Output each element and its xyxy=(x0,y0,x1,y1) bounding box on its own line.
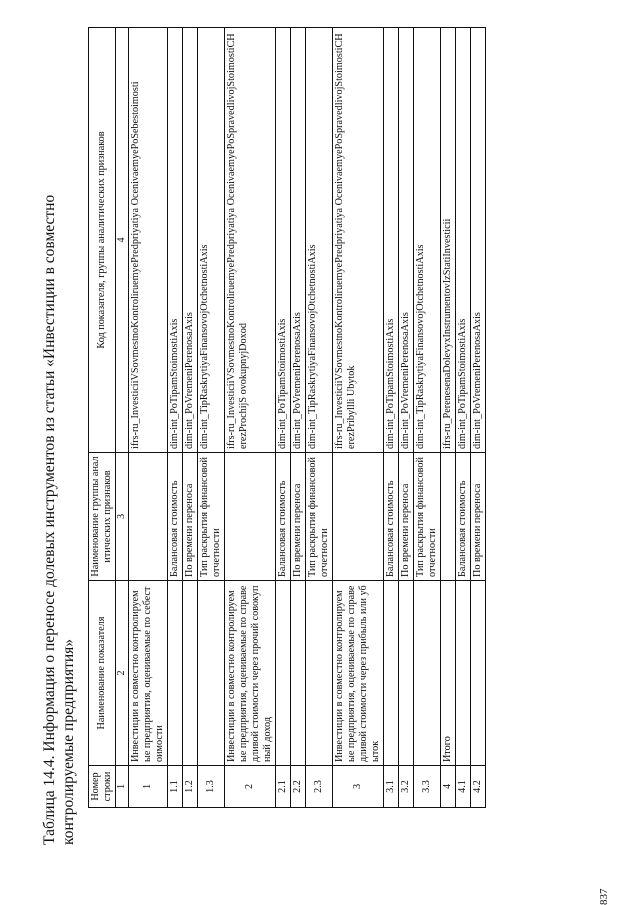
table-row xyxy=(471,28,486,808)
code-cell: dim-int_TipRaskrytiyaFinansovojOtchetnostiAxis xyxy=(198,28,225,453)
row-number-cell: 4 xyxy=(441,766,456,808)
header-code: Код показателя, группы аналитических признаков xyxy=(89,28,116,453)
header-row xyxy=(89,28,116,808)
row-number-cell: 3.1 xyxy=(384,766,399,808)
table-row xyxy=(198,28,225,808)
group-name-cell: По времени переноса xyxy=(291,453,306,581)
table-row xyxy=(306,28,333,808)
group-name-cell: По времени переноса xyxy=(183,453,198,581)
column-number: 3 xyxy=(116,453,129,581)
group-name-cell: По времени переноса xyxy=(471,453,486,581)
group-name-cell: Балансовая стоимость xyxy=(168,453,183,581)
row-number-cell: 3.3 xyxy=(414,766,441,808)
code-cell: ifrs-ru_InvesticiiVSovmestnoKontroliruemyePredpriyatiya OcenivaemyePoSpravedlivojStoimostiCHerezPribyllli Ubytok xyxy=(333,28,384,453)
table-row xyxy=(276,28,291,808)
group-name-cell xyxy=(333,453,384,581)
group-name-cell: Балансовая стоимость xyxy=(276,453,291,581)
table-row xyxy=(183,28,198,808)
table-row xyxy=(333,28,384,808)
code-cell: ifrs-ru_InvesticiiVSovmestnoKontroliruemyePredpriyatiya OcenivaemyePoSpravedlivojStoimostiCHerezProchijS ovokupnyjDoxod xyxy=(225,28,276,453)
row-number-cell: 2.1 xyxy=(276,766,291,808)
indicator-name-cell: Итого xyxy=(441,581,456,766)
group-name-cell: Балансовая стоимость xyxy=(456,453,471,581)
indicator-name-cell xyxy=(276,581,291,766)
table-row xyxy=(441,28,456,808)
indicator-name-cell xyxy=(414,581,441,766)
column-number-row xyxy=(116,28,129,808)
code-cell: dim-int_PoTipamStoimostiAxis xyxy=(168,28,183,453)
table-row xyxy=(291,28,306,808)
indicator-name-cell xyxy=(291,581,306,766)
indicator-name-cell: Инвестиции в совместно контролируемые предприятия, оцениваемые по справедливой стоимости через прочий совокупный доход xyxy=(225,581,276,766)
indicator-name-cell: Инвестиции в совместно контролируемые предприятия, оцениваемые по справедливой стоимости через прибыль или убыток xyxy=(333,581,384,766)
row-number-cell: 3 xyxy=(333,766,384,808)
group-name-cell: Тип раскрытия финансовой отчетности xyxy=(414,453,441,581)
row-number-cell: 1 xyxy=(129,766,168,808)
code-cell: ifrs-ru_InvesticiiVSovmestnoKontroliruemyePredpriyatiya OcenivaemyePoSebestoimosti xyxy=(129,28,168,453)
table-row xyxy=(168,28,183,808)
group-name-cell: Тип раскрытия финансовой отчетности xyxy=(306,453,333,581)
column-number: 1 xyxy=(116,766,129,808)
group-name-cell: Тип раскрытия финансовой отчетности xyxy=(198,453,225,581)
code-cell: dim-int_PoVremeniPerenosaAxis xyxy=(471,28,486,453)
row-number-cell: 1.2 xyxy=(183,766,198,808)
row-number-cell: 1.3 xyxy=(198,766,225,808)
indicator-name-cell xyxy=(183,581,198,766)
row-number-cell: 2.2 xyxy=(291,766,306,808)
page-number: 837 xyxy=(598,888,610,905)
table-row xyxy=(414,28,441,808)
code-cell: dim-int_PoVremeniPerenosaAxis xyxy=(291,28,306,453)
table-body xyxy=(129,28,486,808)
code-cell: dim-int_PoTipamStoimostiAxis xyxy=(384,28,399,453)
code-cell: dim-int_TipRaskrytiyaFinansovojOtchetnostiAxis xyxy=(414,28,441,453)
row-number-cell: 1.1 xyxy=(168,766,183,808)
table-row xyxy=(384,28,399,808)
indicator-name-cell xyxy=(456,581,471,766)
indicator-name-cell xyxy=(384,581,399,766)
code-cell: dim-int_PoVremeniPerenosaAxis xyxy=(399,28,414,453)
indicators-table xyxy=(88,27,486,808)
indicator-name-cell xyxy=(168,581,183,766)
indicator-name-cell xyxy=(198,581,225,766)
indicator-name-cell: Инвестиции в совместно контролируемые предприятия, оцениваемые по себестоимости xyxy=(129,581,168,766)
table-row xyxy=(129,28,168,808)
header-row-number: Номер строки xyxy=(89,766,116,808)
column-number: 4 xyxy=(116,28,129,453)
indicator-name-cell xyxy=(306,581,333,766)
indicator-name-cell xyxy=(471,581,486,766)
row-number-cell: 3.2 xyxy=(399,766,414,808)
table-title: Таблица 14.4. Информация о переносе долевых инструментов из статьи «Инвестиции в совместно контролируемые предприятия» xyxy=(41,194,77,845)
row-number-cell: 4.1 xyxy=(456,766,471,808)
table-row xyxy=(399,28,414,808)
group-name-cell xyxy=(129,453,168,581)
row-number-cell: 2 xyxy=(225,766,276,808)
code-cell: dim-int_PoVremeniPerenosaAxis xyxy=(183,28,198,453)
row-number-cell: 4.2 xyxy=(471,766,486,808)
group-name-cell xyxy=(441,453,456,581)
code-cell: dim-int_TipRaskrytiyaFinansovojOtchetnostiAxis xyxy=(306,28,333,453)
header-indicator-name: Наименование показателя xyxy=(89,581,116,766)
row-number-cell: 2.3 xyxy=(306,766,333,808)
table-row xyxy=(225,28,276,808)
code-cell: dim-int_PoTipamStoimostiAxis xyxy=(456,28,471,453)
indicator-name-cell xyxy=(399,581,414,766)
table-row xyxy=(456,28,471,808)
group-name-cell: Балансовая стоимость xyxy=(384,453,399,581)
code-cell: ifrs-ru_PerenesenaDolevyxInstrumentovIzStatiInvesticii xyxy=(441,28,456,453)
code-cell: dim-int_PoTipamStoimostiAxis xyxy=(276,28,291,453)
group-name-cell: По времени переноса xyxy=(399,453,414,581)
column-number: 2 xyxy=(116,581,129,766)
header-group-name: Наименование группы аналитических признаков xyxy=(89,453,116,581)
group-name-cell xyxy=(225,453,276,581)
